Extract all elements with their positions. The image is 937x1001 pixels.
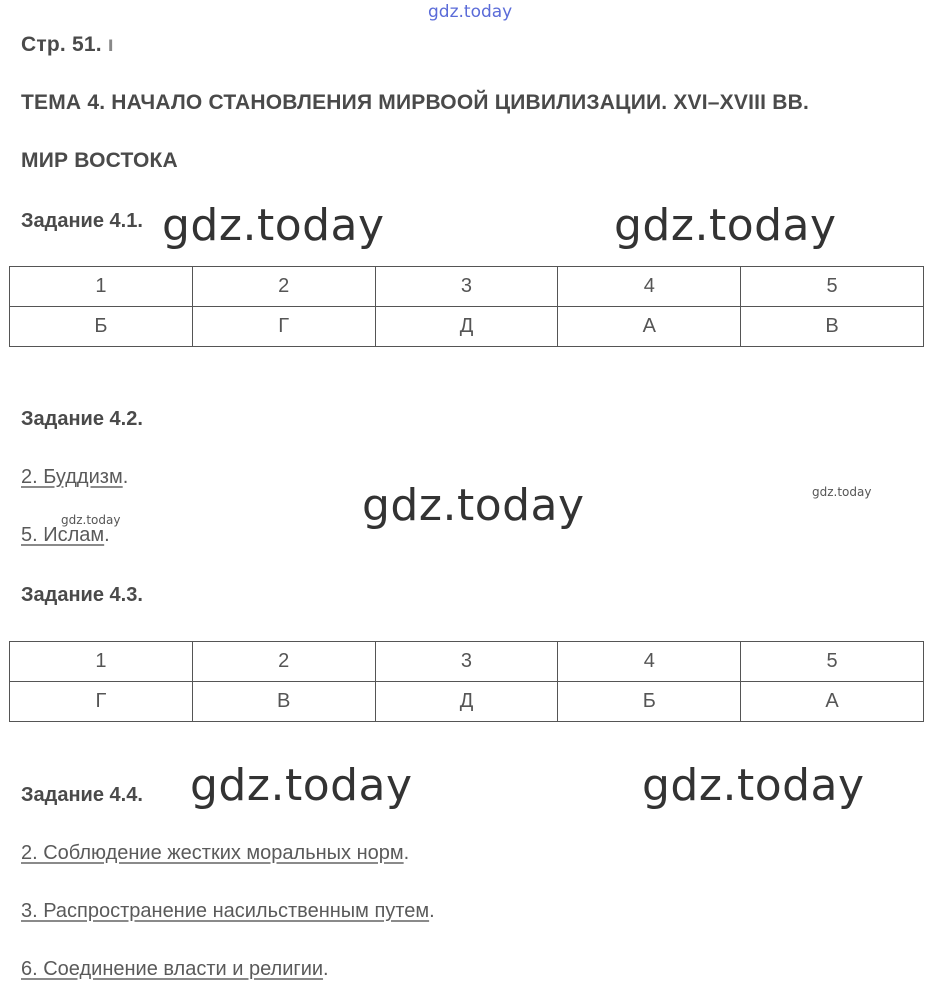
table-header-cell: 1 xyxy=(10,642,193,682)
answer-period: . xyxy=(403,842,410,864)
table-cell: А xyxy=(741,682,924,722)
table-header-cell: 3 xyxy=(375,642,558,682)
answer-text: 5. Ислам xyxy=(21,524,105,546)
task-4-1-label: Задание 4.1. xyxy=(21,210,143,232)
table-header-row xyxy=(10,642,924,682)
answer-text: 3. Распространение насильственным путем xyxy=(21,900,430,922)
table-cell: Д xyxy=(375,307,558,347)
watermark-big-5: gdz.today xyxy=(642,760,865,811)
task-4-4-answer xyxy=(21,842,409,865)
table-cell: Б xyxy=(10,307,193,347)
table-cell: А xyxy=(558,307,741,347)
task-4-1-table xyxy=(9,266,924,347)
answer-period: . xyxy=(323,958,329,980)
task-4-4-answer xyxy=(21,900,435,923)
table-header-cell: 4 xyxy=(558,642,741,682)
table-row xyxy=(10,307,924,347)
table-row xyxy=(10,682,924,722)
table-cell: В xyxy=(741,307,924,347)
section-title: МИР ВОСТОКА xyxy=(21,149,178,172)
topic-title: ТЕМА 4. НАЧАЛО СТАНОВЛЕНИЯ МИРВООЙ ЦИВИЛИЗАЦИИ. XVI–XVIII ВВ. xyxy=(21,91,809,114)
table-header-row xyxy=(10,267,924,307)
table-header-cell: 4 xyxy=(558,267,741,307)
table-header-cell: 2 xyxy=(192,267,375,307)
page-reference-tail: ı xyxy=(107,33,114,56)
table-header-cell: 5 xyxy=(741,642,924,682)
table-header-cell: 5 xyxy=(741,267,924,307)
table-cell: В xyxy=(192,682,375,722)
table-cell: Г xyxy=(10,682,193,722)
answer-period: . xyxy=(429,900,435,922)
task-4-2-label: Задание 4.2. xyxy=(21,408,143,430)
task-4-4-answer xyxy=(21,958,329,981)
page-reference-text: Стр. 51. xyxy=(21,33,102,56)
table-cell: Г xyxy=(192,307,375,347)
watermark-big-2: gdz.today xyxy=(614,200,837,251)
table-header-cell: 2 xyxy=(192,642,375,682)
task-4-4-label: Задание 4.4. xyxy=(21,784,143,806)
task-4-2-answer xyxy=(21,466,128,489)
table-cell: Д xyxy=(375,682,558,722)
watermark-big-1: gdz.today xyxy=(162,200,385,251)
answer-text: 2. Буддизм xyxy=(21,466,123,488)
task-4-3-label: Задание 4.3. xyxy=(21,584,143,606)
watermark-top: gdz.today xyxy=(428,2,513,22)
table-header-cell: 3 xyxy=(375,267,558,307)
watermark-small-2: gdz.today xyxy=(61,513,121,527)
task-4-3-table xyxy=(9,641,924,722)
page-reference xyxy=(21,33,114,57)
answer-text: 2. Соблюдение жестких моральных норм xyxy=(21,842,404,864)
watermark-small-1: gdz.today xyxy=(812,485,872,499)
table-cell: Б xyxy=(558,682,741,722)
watermark-big-3: gdz.today xyxy=(362,480,585,531)
watermark-big-4: gdz.today xyxy=(190,760,413,811)
answer-period: . xyxy=(122,466,129,488)
answer-period: . xyxy=(104,524,110,546)
table-header-cell: 1 xyxy=(10,267,193,307)
task-4-2-answer xyxy=(21,524,110,547)
answer-text: 6. Соединение власти и религии xyxy=(21,958,324,980)
